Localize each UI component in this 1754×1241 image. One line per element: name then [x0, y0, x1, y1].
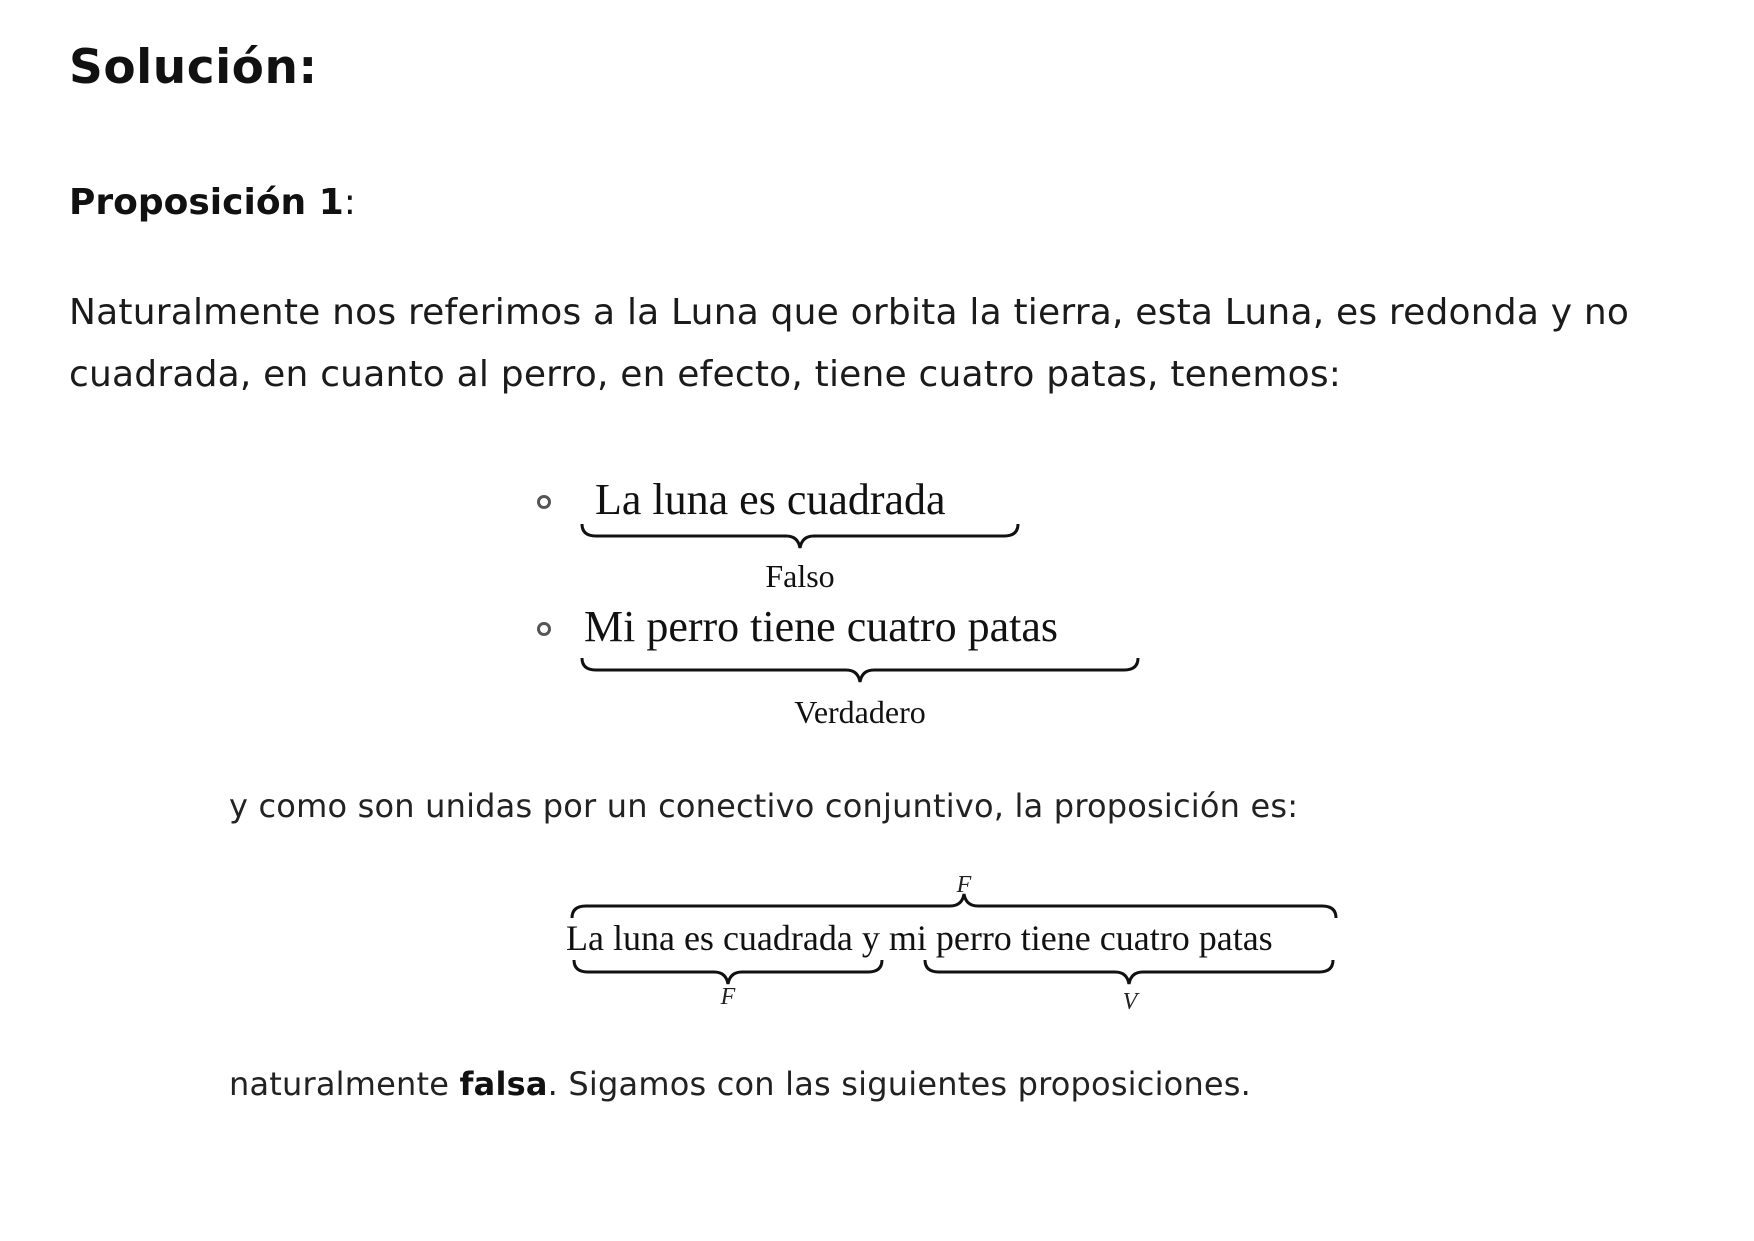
underbrace-right	[923, 958, 1343, 988]
list-bullet	[537, 495, 551, 509]
proposition-heading	[69, 182, 356, 223]
compound-connective: y	[861, 918, 880, 958]
compound-proposition	[566, 920, 1273, 956]
compound-right-text: mi perro tiene cuatro patas	[888, 918, 1273, 958]
list-item-text: La luna es cuadrada	[595, 475, 946, 524]
proposition-suffix: :	[343, 182, 356, 223]
proposition-label: Proposición 1	[69, 182, 344, 223]
list-bullet	[537, 622, 551, 636]
intro-paragraph: Naturalmente nos referimos a la Luna que orbita la tierra, esta Luna, es redonda y no cuadrada, en cuanto al perro, en efecto, tiene cuatro patas, tenemos:	[69, 292, 1630, 395]
compound-left-text: La luna es cuadrada	[566, 918, 853, 958]
list-item-text: Mi perro tiene cuatro patas	[584, 602, 1059, 651]
conjunction-text: y como son unidas por un conectivo conjuntivo, la proposición es:	[229, 787, 1299, 825]
overall-truth-value: F	[956, 872, 972, 898]
conclusion-suffix: . Sigamos con las siguientes proposiciones.	[547, 1065, 1252, 1103]
page-title: Solución:	[69, 40, 318, 95]
truth-label-true: Verdadero	[794, 694, 926, 730]
conclusion-bold: falsa	[459, 1065, 548, 1103]
conclusion-text	[229, 1065, 1252, 1103]
underbrace	[580, 656, 1140, 686]
left-truth-value: F	[720, 984, 736, 1010]
right-truth-value: V	[1122, 989, 1138, 1015]
underbrace	[580, 522, 1020, 552]
conclusion-prefix: naturalmente	[229, 1065, 460, 1103]
overbrace	[570, 890, 1340, 920]
truth-label-false: Falso	[765, 558, 835, 594]
